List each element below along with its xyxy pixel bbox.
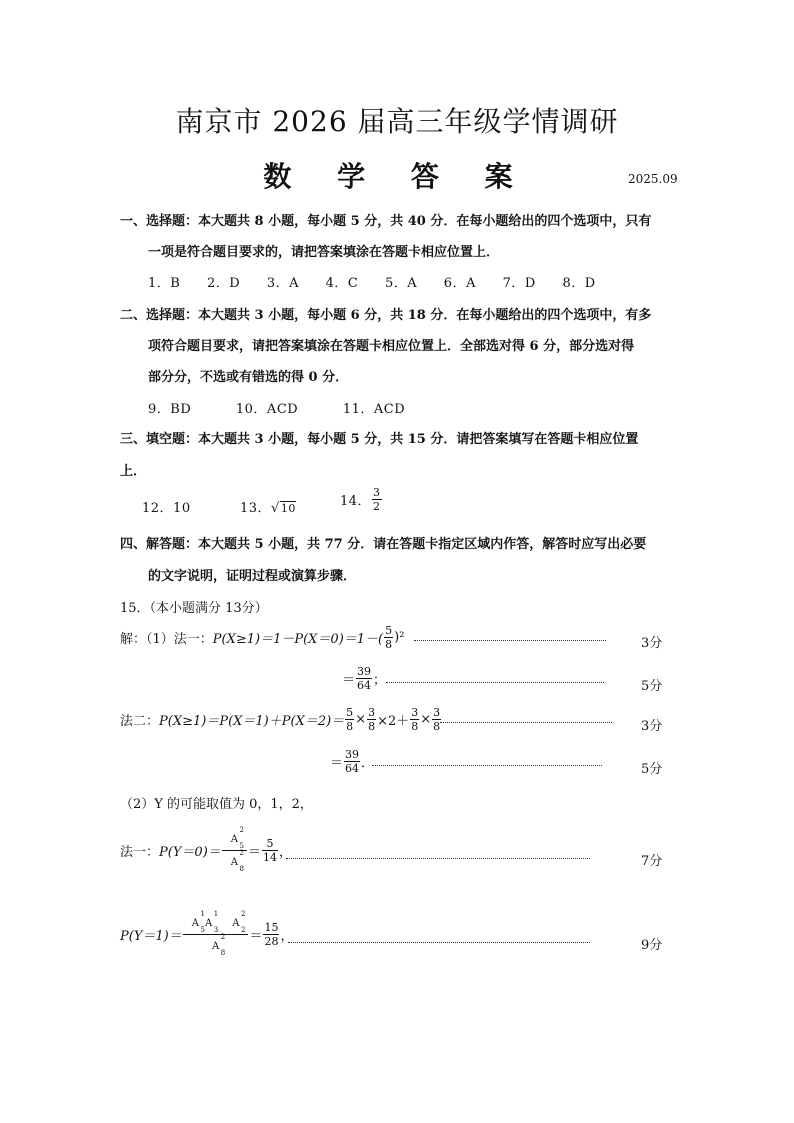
q15-y0-line: 法一：P(Y＝0)＝ A 2 5 A 2 8 ＝ $\frac{5}{14}$ ，: [120, 826, 293, 873]
method2-result-fraction: $\frac{39}{64}$: [345, 748, 360, 775]
perm-a82: A 2 8: [211, 933, 226, 957]
answer-2: 2．D: [206, 276, 241, 291]
answer-14-label: 14．: [340, 494, 372, 509]
section4-line1: 四、解答题：本大题共 5 小题，共 77 分．请在答题卡指定区域内作答，解答时应写出必要: [120, 537, 647, 552]
q15-method2-line2: ＝ $\frac{39}{64}$ ．: [330, 748, 375, 775]
method2-label: 法二：: [120, 714, 160, 729]
document-subtitle: 数 学 答 案: [263, 160, 531, 193]
answer-12: 12．10: [142, 501, 191, 516]
section3-line1: 三、填空题：本大题共 3 小题，每小题 5 分，共 15 分．请把答案填写在答题卡相应位置: [120, 432, 639, 447]
method1-tail: )²: [394, 630, 405, 645]
perm-a82: A 2 8: [230, 849, 244, 873]
score-m1: 3分: [641, 636, 663, 651]
perm-a52: A 2 5: [230, 826, 244, 850]
method1-expression: P(X≥1)＝1－P(X＝0)＝1－(: [212, 632, 384, 647]
score-m2b: 5分: [641, 762, 663, 777]
method2-expression: P(X≥1)＝P(X＝1)＋P(X＝2)＝: [159, 714, 345, 729]
answer-9: 9．BD: [148, 402, 192, 417]
y1-expression: P(Y＝1)＝: [120, 929, 182, 944]
dotted-leader: [288, 942, 590, 943]
perm-a22: A 2 2: [232, 910, 246, 934]
y0-method-label: 法一：: [120, 845, 160, 860]
q15-method1-line2: ＝ $\frac{39}{64}$ ；: [342, 665, 387, 692]
section3-line2: 上．: [120, 464, 147, 479]
section2-line1: 二、选择题：本大题共 3 小题，每小题 6 分，共 18 分．在每小题给出的四个选项中，有多: [120, 308, 652, 323]
q15-y1-line: P(Y＝1)＝ A 1 5 A 1 3 A 2 2 A 2 8 ＝ $\frac{15}{28}$ ，: [120, 910, 294, 957]
dotted-leader: [286, 858, 590, 859]
q15-part2: （2）Y 的可能取值为 0，1，2，: [120, 797, 313, 812]
section2-answers: [148, 398, 405, 417]
answer-14: [340, 486, 383, 513]
answer-5: 5．A: [384, 276, 418, 291]
answer-13-label: 13．: [240, 501, 272, 516]
answer-1: 1．B: [148, 276, 181, 291]
fraction: $\frac{3}{8}$: [368, 706, 376, 733]
section2-line2: 项符合题目要求，请把答案填涂在答题卡相应位置上．全部选对得 6 分，部分选对得: [148, 339, 635, 354]
method1-result-fraction: $\frac{39}{64}$: [357, 665, 372, 692]
dotted-leader: [372, 765, 602, 766]
section2-line3: 部分分，不选或有错选的得 0 分．: [148, 370, 349, 385]
document-title: 南京市 2026 届高三年级学情调研: [175, 105, 619, 138]
section4-line2: 的文字说明，证明过程或演算步骤．: [148, 569, 357, 584]
score-y1: 9分: [641, 938, 663, 953]
score-m1b: 5分: [641, 679, 663, 694]
answer-13: 13．√10: [240, 501, 296, 516]
document-date: 2025.09: [628, 172, 678, 186]
q15-method2-line1: 法二：P(X≥1)＝P(X＝1)＋P(X＝2)＝ $\frac{5}{8}$ × $\frac{3}{8}$ ×2＋ $\frac{3}{8}$ × $\frac{3}{8}$: [120, 706, 441, 733]
answer-10: 10．ACD: [235, 402, 299, 417]
perm-a31: A 1 3: [204, 910, 219, 934]
answer-11: 11．ACD: [342, 402, 406, 417]
fraction: $\frac{3}{8}$: [411, 706, 419, 733]
score-y0: 7分: [641, 854, 663, 869]
perm-a51: A 1 5: [191, 910, 205, 934]
y1-result-fraction: $\frac{15}{28}$: [264, 921, 279, 948]
y0-result-fraction: $\frac{5}{14}$: [263, 837, 278, 864]
y0-perm-fraction: [222, 828, 247, 873]
q15-method1-line1: [120, 624, 404, 651]
q15-heading: 15．（本小题满分 13分）: [120, 601, 268, 616]
answer-8: 8．D: [562, 276, 596, 291]
score-m2: 3分: [641, 719, 663, 734]
answer-13-radicand: 10: [280, 502, 296, 515]
answer-4: 4．C: [325, 276, 359, 291]
dotted-leader: [414, 640, 606, 641]
section1-answers: [148, 272, 596, 291]
answer-6: 6．A: [443, 276, 476, 291]
method1-label: 解：（1）法一：: [120, 632, 213, 647]
section1-line1: 一、选择题：本大题共 8 小题，每小题 5 分，共 40 分．在每小题给出的四个选项中，只有: [120, 214, 652, 229]
fraction: $\frac{5}{8}$: [346, 706, 354, 733]
dotted-leader: [386, 682, 604, 683]
y1-perm-fraction: [183, 912, 249, 957]
y0-expression: P(Y＝0)＝: [159, 845, 221, 860]
answer-3: 3．A: [266, 276, 299, 291]
answer-7: 7．D: [502, 276, 536, 291]
dotted-leader: [440, 722, 612, 723]
method1-fraction: $\frac{5}{8}$: [385, 624, 393, 651]
fraction: $\frac{3}{8}$: [433, 706, 441, 733]
section1-line2: 一项是符合题目要求的，请把答案填涂在答题卡相应位置上．: [148, 245, 500, 260]
answer-14-fraction: $\frac{3}{2}$: [373, 486, 381, 513]
